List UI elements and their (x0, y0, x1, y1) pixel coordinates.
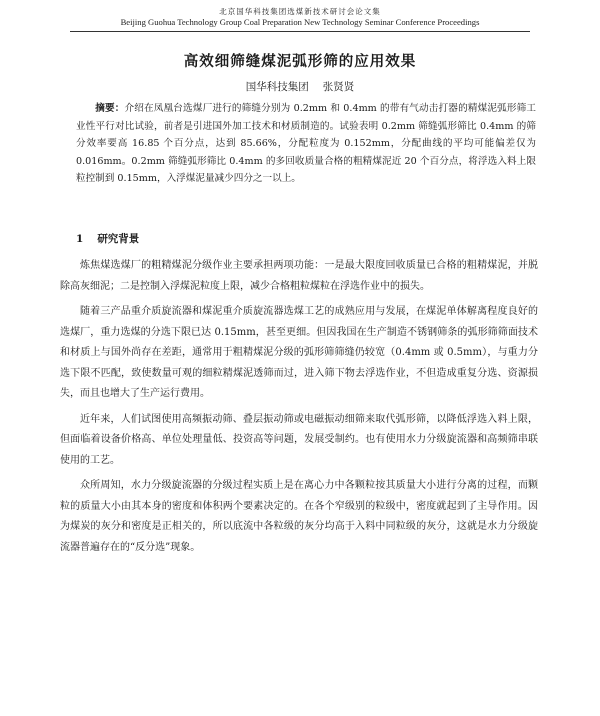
paragraph: 随着三产品重介质旋流器和煤泥重介质旋流器选煤工艺的成熟应用与发展，在煤泥单体解离程度良好的选煤厂，重力选煤的分选下限已达 0.15mm，甚至更细。但因我国在生产制造不锈钢筛条的弧形筛筛面技术和材质上与国外尚存在差距，通常用于粗精煤泥分级的弧形筛筛缝仍较宽（0.4mm 或 0.5mm），与重力分选下限不匹配，致使数量可观的细粒精煤泥透筛而过，进入筛下物去浮选作业，不但造成重复分选、资源损失，而且也增大了生产运行费用。 (60, 306, 538, 399)
author-affiliation: 国华科技集团 (245, 81, 309, 93)
body-text (60, 256, 538, 563)
paper-title: 高效细筛缝煤泥弧形筛的应用效果 (183, 53, 417, 70)
section-title: 研究背景 (97, 233, 140, 245)
paragraph: 炼焦煤选煤厂的粗精煤泥分级作业主要承担两项功能：一是最大限度回收质量已合格的粗精煤泥，并脱除高灰细泥；二是控制入浮煤泥粒度上限，减少合格粗粒煤粒在浮选作业中的损失。 (60, 260, 538, 292)
running-header-chinese: 北京国华科技集团选煤新技术研讨会论文集 (219, 7, 381, 16)
running-header-english: Beijing Guohua Technology Group Coal Preparation New Technology Seminar Conference Proceedings (120, 17, 480, 27)
running-header (40, 6, 560, 28)
author-name: 张贤贤 (322, 81, 355, 93)
abstract-label: 摘要： (95, 103, 125, 114)
header-rule (70, 31, 530, 32)
author-line (60, 80, 540, 94)
section-heading (76, 232, 139, 246)
abstract-text: 介绍在凤凰台选煤厂进行的筛缝分别为 0.2mm 和 0.4mm 的带有气动击打器的精煤泥弧形筛工业性平行对比试验，前者是引进国外加工技术和材质制造的。试验表明 0.2mm 筛缝弧形筛比 0.4mm 的筛分效率要高 16.85 个百分点，达到 85.66%，分配粒度为 0.152mm，分配曲线的平均可能偏差仅为 0.016mm。0.2mm 筛缝弧形筛比 0.4mm 的多回收质量合格的粗精煤泥近 20 个百分点，将浮选入料上限粒控制到 0.15mm，入浮煤泥量减少四分之一以上。 (76, 103, 537, 184)
abstract (76, 100, 536, 188)
paragraph: 众所周知，水力分级旋流器的分级过程实质上是在离心力中各颗粒按其质量大小进行分离的过程，而颗粒的质量大小由其本身的密度和体积两个要素决定的。在各个窄级别的粒级中，密度就起到了主导作用。因为煤炭的灰分和密度是正相关的，所以底流中各粒级的灰分均高于入料中同粒级的灰分，这就是水力分级旋流器普遍存在的“反分选”现象。 (60, 480, 538, 553)
paragraph: 近年来，人们试图使用高频振动筛、叠层振动筛或电磁振动细筛来取代弧形筛，以降低浮选入料上限，但面临着设备价格高、单位处理量低、投资高等问题，发展受制约。也有使用水力分级旋流器和高频筛串联使用的工艺。 (60, 413, 538, 466)
section-number: 1 (76, 233, 84, 245)
